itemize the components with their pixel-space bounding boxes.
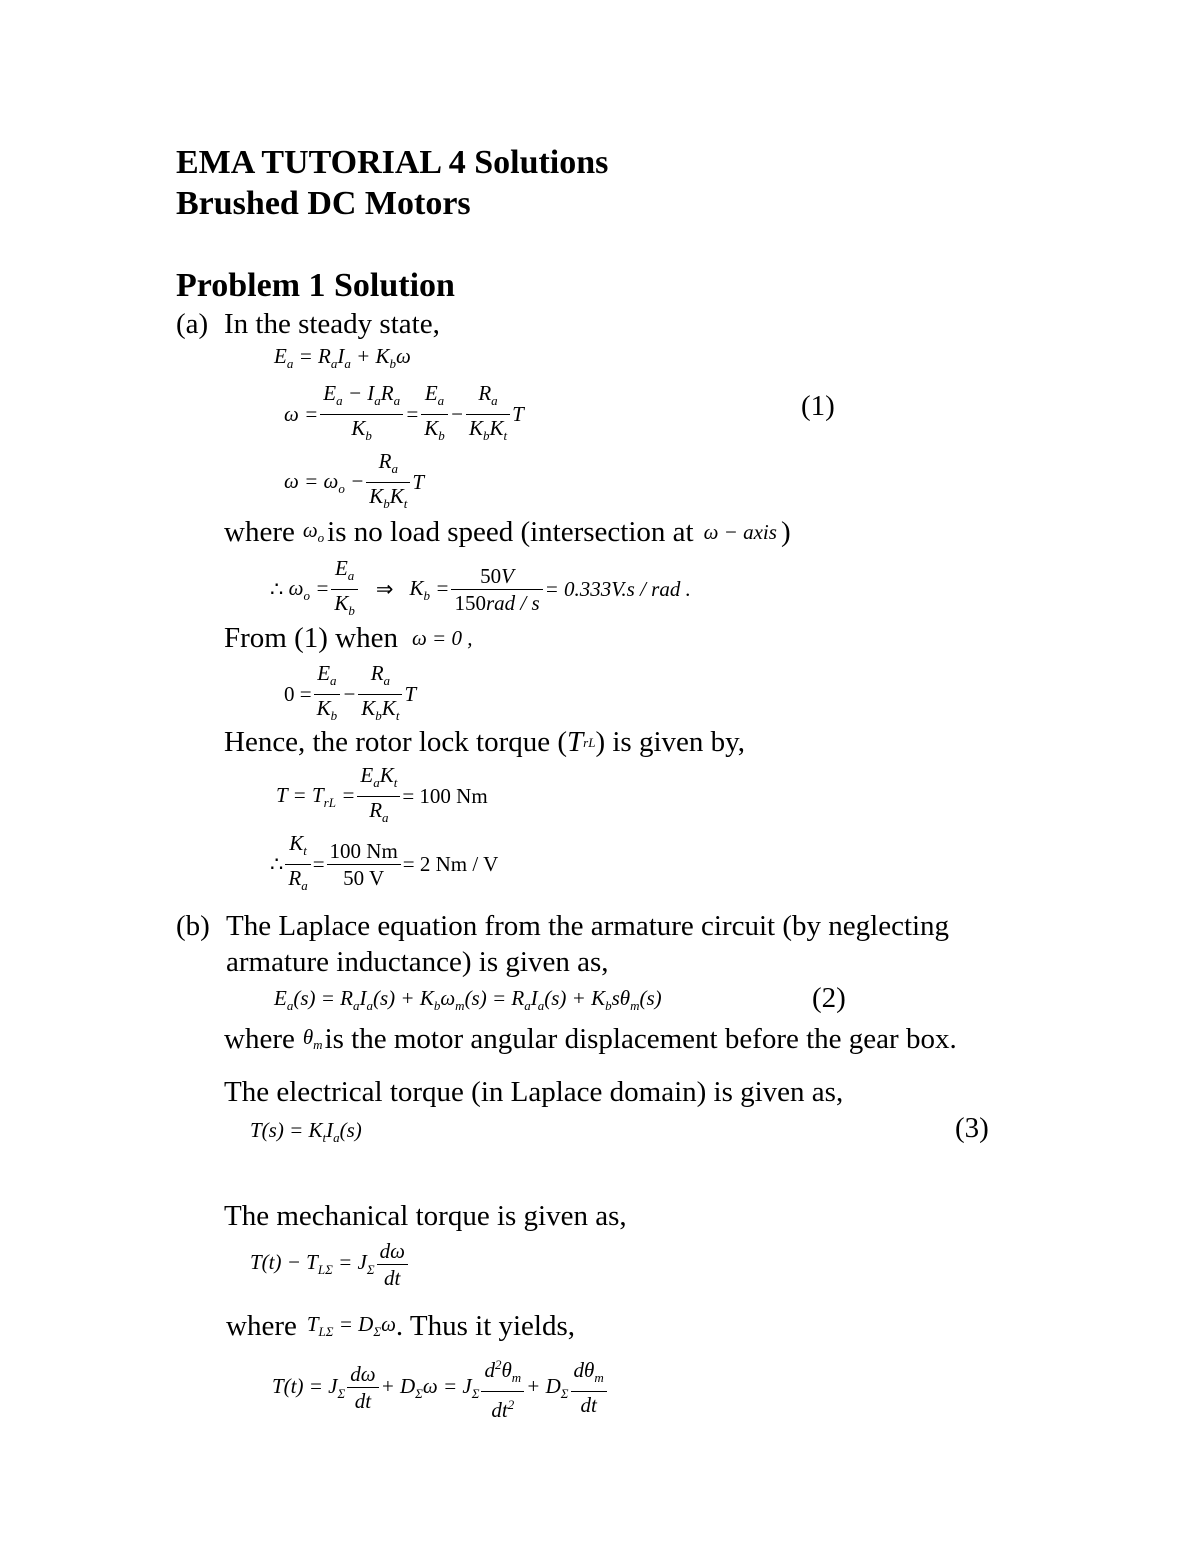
equation-electrical-torque: $T(s) = K_tI_a(s)$ <box>250 1118 362 1146</box>
equation-kt-ratio: ∴ $\frac{K_t}{R_a}$ = $\frac{100 Nm}{50 V}$ = 2 Nm / V <box>270 831 499 894</box>
document-subtitle: Brushed DC Motors <box>176 185 471 222</box>
equation-steady-state: $E_a = R_aI_a + K_b\omega$ <box>274 344 411 372</box>
equation-omega-linear: $\omega = \omega_o$ − $\frac{R_a}{K_bK_t}$ T <box>284 449 425 512</box>
equation-rotor-lock-torque: $T = T_{rL}$ = $\frac{E_aK_t}{R_a}$ = 100 Nm <box>276 763 488 826</box>
equation-torque-final: $T(t) = J_\Sigma$ $\frac{d\omega}{dt}$ + $D_\Sigma\omega = J_\Sigma$ $\frac{d^2\theta_m}{dt^2}$ + $D_\Sigma$ $\frac{d\theta_m}{dt}$ <box>272 1352 609 1423</box>
equation-number-1: (1) <box>801 390 835 422</box>
where-theta: where $\theta_m$ is the motor angular displacement before the gear box. <box>224 1023 957 1055</box>
electrical-torque-text: The electrical torque (in Laplace domain) is given as, <box>224 1076 844 1108</box>
document-title: EMA TUTORIAL 4 Solutions <box>176 144 609 181</box>
equation-laplace-armature: $E_a(s) = R_aI_a(s) + K_b\omega_m(s) = R_aI_a(s) + K_bs\theta_m(s)$ <box>274 986 662 1014</box>
part-b-line1: The Laplace equation from the armature circuit (by neglecting <box>226 910 950 942</box>
equation-kb: ∴ $\omega_o$ = $\frac{E_a}{K_b}$ ⇒ $K_b$ = $\frac{50V}{\text{150rad / s}}$ = 0.333V.s / rad . <box>270 556 691 619</box>
where-load-torque: where $T_{L\Sigma} = D_\Sigma\omega$ . Thus it yields, <box>226 1310 576 1342</box>
part-a-label: (a) <box>176 308 209 340</box>
where-no-load: where $\omega_o$ is no load speed (intersection at ω − axis ) <box>224 516 791 548</box>
equation-number-3: (3) <box>955 1112 989 1144</box>
equation-zero-speed: 0 = $\frac{E_a}{K_b}$ − $\frac{R_a}{K_bK_t}$ T <box>284 661 417 724</box>
mechanical-torque-text: The mechanical torque is given as, <box>224 1200 627 1232</box>
equation-number-2: (2) <box>812 982 846 1014</box>
part-a-intro: In the steady state, <box>224 308 440 340</box>
equation-mechanical-torque: $T(t) - T_{L\Sigma} = J_\Sigma$ $\frac{d\omega}{dt}$ <box>250 1238 410 1291</box>
equation-omega: ω = $\frac{E_a - I_aR_a}{K_b}$ = $\frac{E_a}{K_b}$ − $\frac{R_a}{K_bK_t}$ T <box>284 381 524 444</box>
from-eq1-text: From (1) when ω = 0 , <box>224 622 473 654</box>
rotor-lock-text: Hence, the rotor lock torque ( T rL ) is given by, <box>224 726 746 758</box>
problem-heading: Problem 1 Solution <box>176 267 455 304</box>
part-b-line2: armature inductance) is given as, <box>226 946 609 978</box>
part-b-label: (b) <box>176 910 210 942</box>
